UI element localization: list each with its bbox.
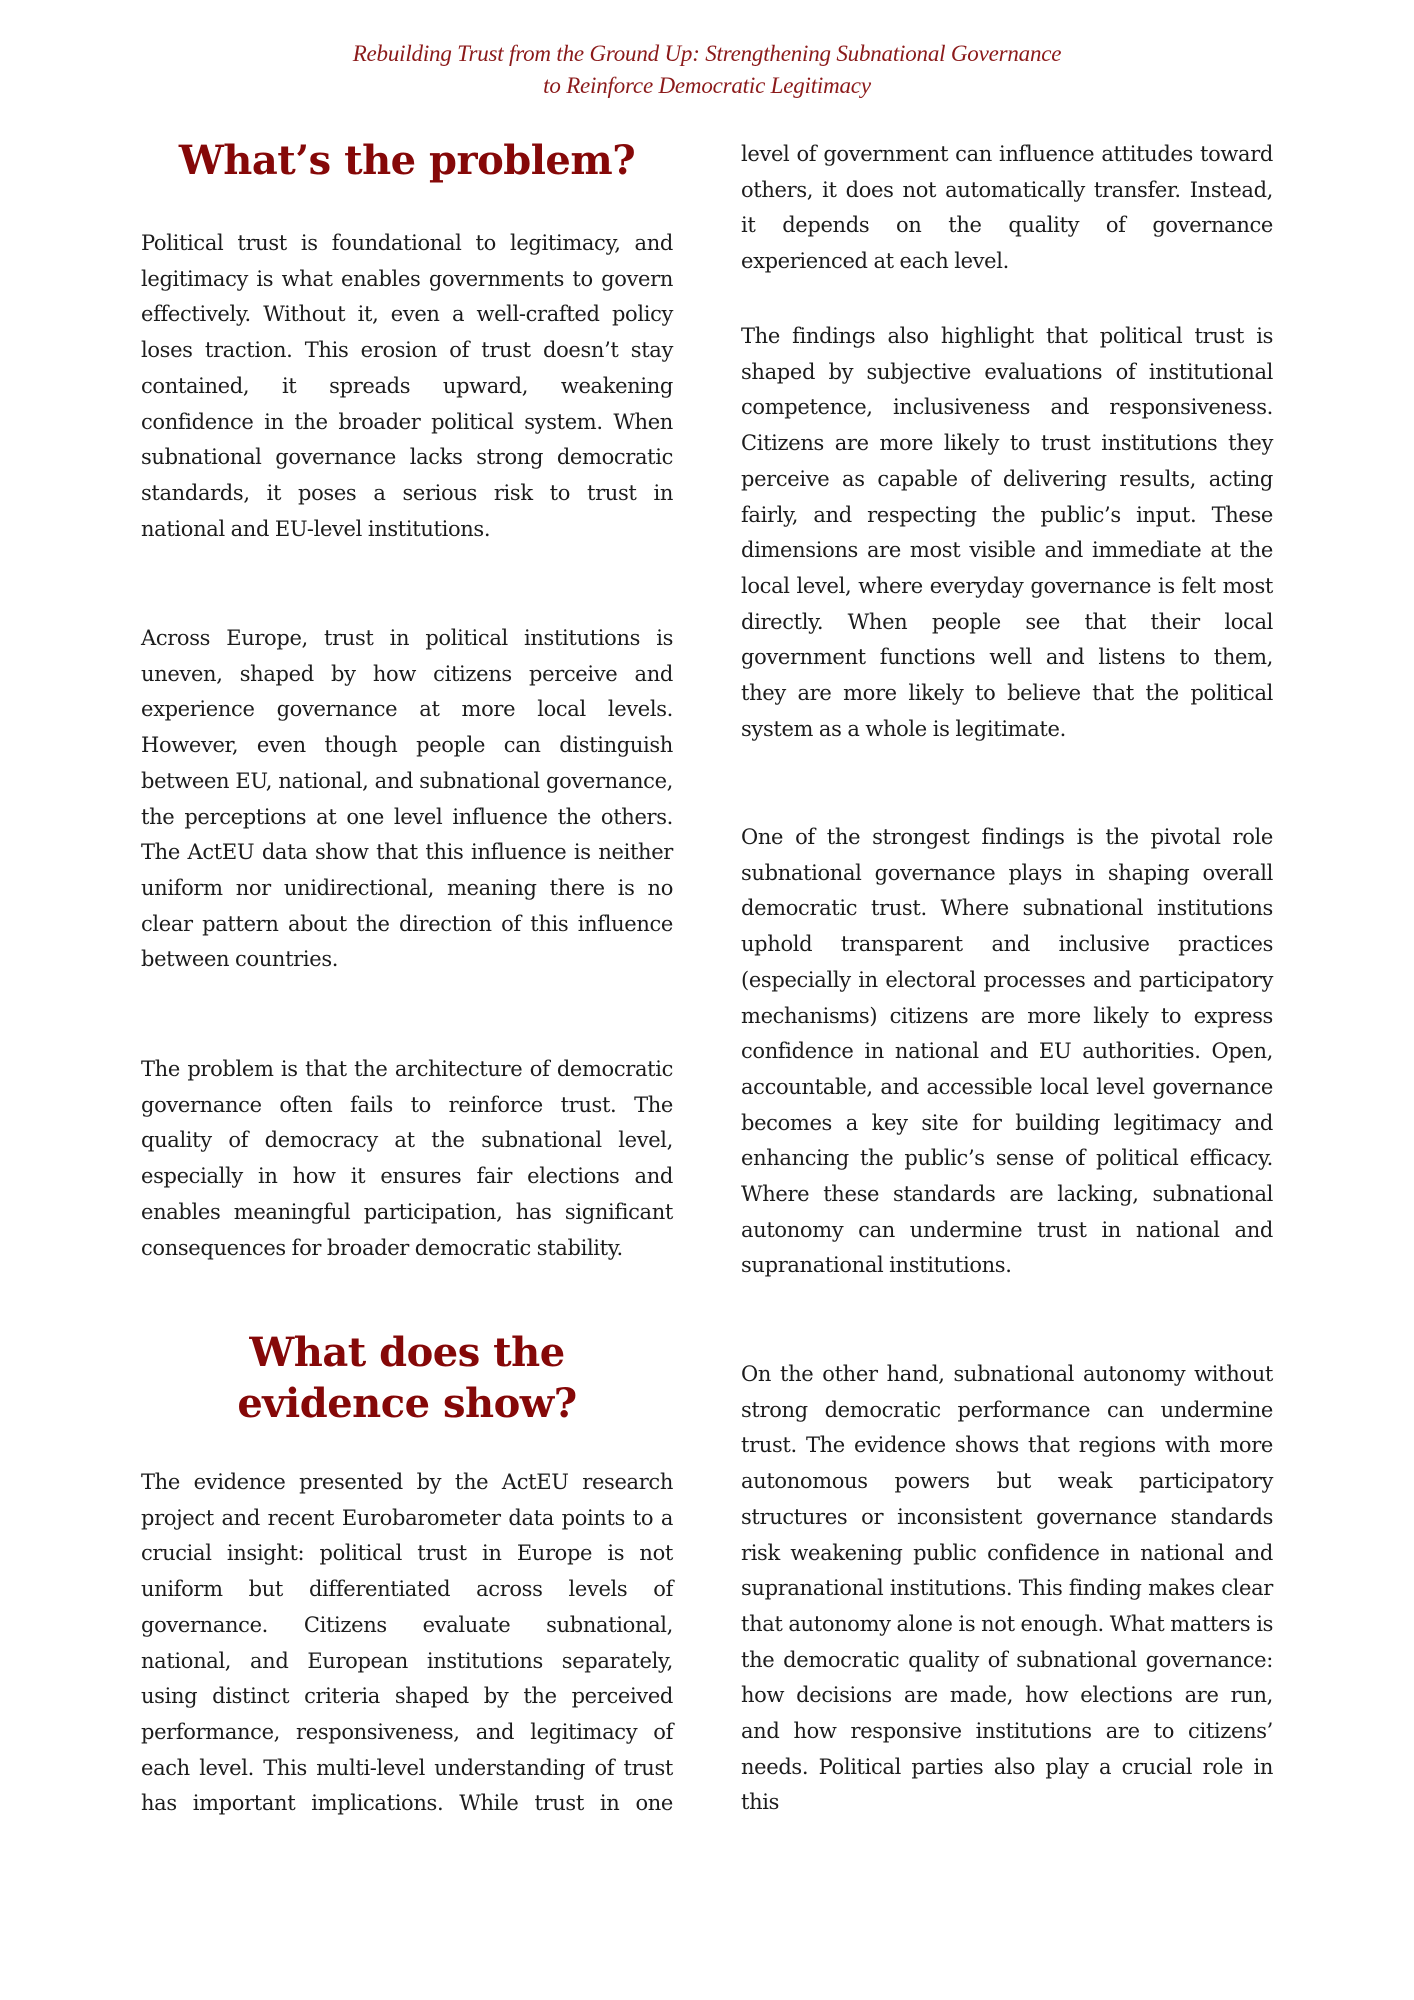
document-title-line-1: Rebuilding Trust from the Ground Up: Strengthening Subnational Governance <box>352 41 1062 66</box>
problem-paragraph-1: Political trust is foundational to legitimacy, and legitimacy is what enables governments to govern effectively. Without it, even a well-crafted policy loses traction. This erosion of trust doesn’t stay contained, it spreads upward, weakening confidence in the broader political system. When subnational governance lacks strong democratic standards, it poses a serious risk to trust in national and EU-level institutions. <box>141 231 673 541</box>
problem-paragraph-2: Across Europe, trust in political institutions is uneven, shaped by how citizens perceive and experience governance at more local levels. However, even though people can distinguish between EU, national, and subnational governance, the perceptions at one level influence the others. The ActEU data show that this influence is neither uniform nor unidirectional, meaning there is no clear pattern about the direction of this influence between countries. <box>141 626 673 972</box>
document-title-line-2: to Reinforce Democratic Legitimacy <box>543 73 871 98</box>
evidence-paragraph-1-part-1: The evidence presented by the ActEU research project and recent Eurobarometer data points to a crucial insight: political trust in Europe is not uniform but differentiated across levels of governance. Citizens evaluate subnational, national, and European institutions separately, using distinct criteria shaped by the perceived performance, responsiveness, and legitimacy of each level. This multi-level understanding of trust has important implications. While trust in one <box>141 1470 673 1816</box>
heading-what-does-the-evidence-show <box>141 1327 673 1429</box>
running-header <box>0 38 1414 102</box>
evidence-paragraph-2: The findings also highlight that political trust is shaped by subjective evaluations of institutional competence, inclusiveness and responsiveness. Citizens are more likely to trust institutions they perceive as capable of delivering results, acting fairly, and respecting the public’s input. These dimensions are most visible and immediate at the local level, where everyday governance is felt most directly. When people see that their local government functions well and listens to them, they are more likely to believe that the political system as a whole is legitimate. <box>741 324 1273 741</box>
heading-line-2: evidence show? <box>237 1380 577 1427</box>
evidence-paragraph-1-part-2: level of government can influence attitudes toward others, it does not automatically transfer. Instead, it depends on the quality of governance experienced at each level. <box>741 142 1273 274</box>
evidence-paragraph-4: On the other hand, subnational autonomy without strong democratic performance can undermine trust. The evidence shows that regions with more autonomous powers but weak participatory structures or inconsistent governance standards risk weakening public confidence in national and supranational institutions. This finding makes clear that autonomy alone is not enough. What matters is the democratic quality of subnational governance: how decisions are made, how elections are run, and how responsive institutions are to citizens’ needs. Political parties also play a crucial role in this <box>741 1362 1273 1815</box>
problem-paragraph-3: The problem is that the architecture of democratic governance often fails to reinforce trust. The quality of democracy at the subnational level, especially in how it ensures fair elections and enables meaningful participation, has significant consequences for broader democratic stability. <box>141 1057 673 1260</box>
evidence-paragraph-3: One of the strongest findings is the pivotal role subnational governance plays in shaping overall democratic trust. Where subnational institutions uphold transparent and inclusive practices (especially in electoral processes and participatory mechanisms) citizens are more likely to express confidence in national and EU authorities. Open, accountable, and accessible local level governance becomes a key site for building legitimacy and enhancing the public’s sense of political efficacy. Where these standards are lacking, subnational autonomy can undermine trust in national and supranational institutions. <box>741 825 1273 1278</box>
heading-line-1: What does the <box>249 1329 565 1376</box>
heading-whats-the-problem: What’s the problem? <box>178 137 636 184</box>
